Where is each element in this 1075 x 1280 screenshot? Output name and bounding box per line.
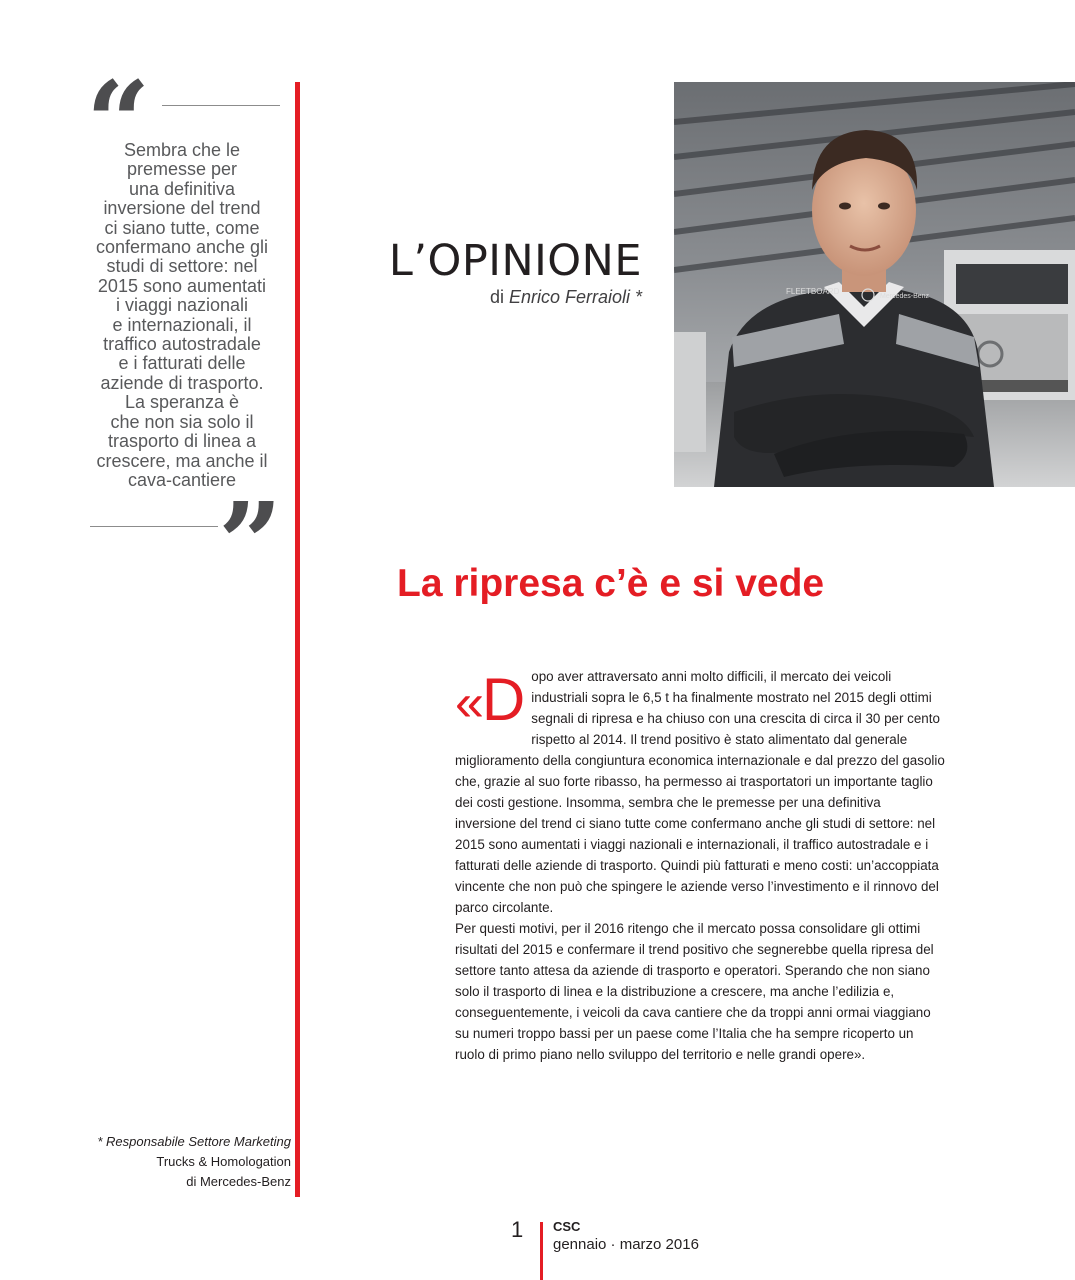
pull-quote-line: confermano anche gli — [95, 237, 269, 258]
pull-quote-line: crescere, ma anche il — [96, 450, 268, 471]
author-photo-illustration — [674, 82, 1075, 487]
open-quote-icon: “ — [86, 58, 151, 189]
pull-quote-line: aziende di trasporto. — [100, 372, 264, 393]
page-number: 1 — [511, 1217, 524, 1242]
magazine-name: CSC — [553, 1219, 581, 1234]
magazine-issue: gennaio · marzo 2016 — [553, 1236, 699, 1253]
article-paragraph — [455, 666, 945, 918]
paragraph-1-text: opo aver attraversato anni molto difficili, il mercato dei veicoli industriali sopra le 6,5 t ha finalmente mostrato nel 2015 degli ottimi segnali di ripresa e ha chiuso con una crescita di circa il 30 per cento rispetto al 2014. Il trend positivo è stato alimentato dal generale miglioramento della congiuntura economica internazionale e dal prezzo del gasolio che, grazie al suo forte ribasso, ha permesso ai trasportatori un importante taglio dei costi gestione. Insomma, sembra che le premesse per una definitiva inversione del trend ci siano tutte come confermano anche gli studi di settore: nel 2015 sono aumentati i viaggi nazionali e internazionali, il traffico autostradale e i fatturati delle aziende di trasporto. Quindi più fatturati e meno costi: un’accoppiata vincente che non può che spingere le aziende verso l’investimento e il rinnovo del parco circolante. — [455, 669, 945, 915]
pull-quote-line: e internazionali, il — [112, 314, 252, 335]
drop-cap-guillemet: « — [455, 674, 482, 732]
quote-bottom-rule — [90, 526, 218, 527]
footnote-line: Trucks & Homologation — [156, 1154, 291, 1169]
pull-quote-line: i viaggi nazionali — [115, 295, 249, 316]
author-photo — [674, 82, 1075, 487]
pull-quote-line: trasporto di linea a — [107, 431, 257, 452]
pull-quote-line: La speranza è — [124, 392, 240, 413]
jacket-logo-text: FLEETBOARD — [786, 287, 840, 296]
byline — [490, 287, 642, 308]
pull-quote-line: traffico autostradale — [103, 334, 261, 355]
pull-quote-line: cava-cantiere — [127, 469, 237, 490]
pull-quote-line: che non sia solo il — [110, 411, 254, 432]
pull-quote — [82, 141, 282, 490]
footnote-line: di Mercedes-Benz — [186, 1174, 291, 1189]
drop-cap-letter: D — [481, 666, 524, 733]
vertical-divider — [295, 82, 300, 1197]
footnote-title: * Responsabile Settore Marketing — [97, 1134, 291, 1149]
pull-quote-line: premesse per — [126, 159, 238, 180]
byline-prefix: di — [489, 287, 509, 307]
pull-quote-line: ci siano tutte, come — [104, 217, 260, 238]
pull-quote-line: 2015 sono aumentati — [97, 275, 267, 296]
pull-quote-line: Sembra che le — [123, 140, 241, 160]
jacket-brand-text: Mercedes-Benz — [880, 293, 930, 300]
byline-author: Enrico Ferraioli * — [508, 287, 642, 307]
drop-cap — [455, 666, 524, 733]
pull-quote-line: una definitiva — [128, 178, 236, 199]
article-headline: La ripresa c’è e si vede — [397, 562, 825, 605]
pull-quote-line: studi di settore: nel — [106, 256, 258, 277]
pull-quote-line: e i fatturati delle — [118, 353, 246, 374]
author-footnote — [97, 1132, 291, 1192]
article-body — [455, 666, 945, 1065]
quote-top-rule — [162, 105, 280, 106]
footer-divider — [540, 1222, 543, 1280]
section-title: L’OPINIONE — [388, 236, 642, 286]
close-quote-icon: ” — [218, 479, 283, 610]
article-paragraph: Per questi motivi, per il 2016 ritengo che il mercato possa consolidare gli ottimi risultati del 2015 e confermare il trend positivo che segnerebbe quella ripresa del settore tanto attesa da aziende di trasporto e operatori. Sperando che non siano solo il trasporto di linea e la distribuzione a crescere, ma anche l’edilizia e, conseguentemente, i veicoli da cava cantiere che da troppi anni ormai viaggiano su numeri troppo bassi per un paese come l’Italia che ha sempre ricoperto un ruolo di primo piano nello sviluppo del territorio e nelle grandi opere». — [455, 921, 934, 1062]
pull-quote-line: inversione del trend — [103, 198, 261, 219]
